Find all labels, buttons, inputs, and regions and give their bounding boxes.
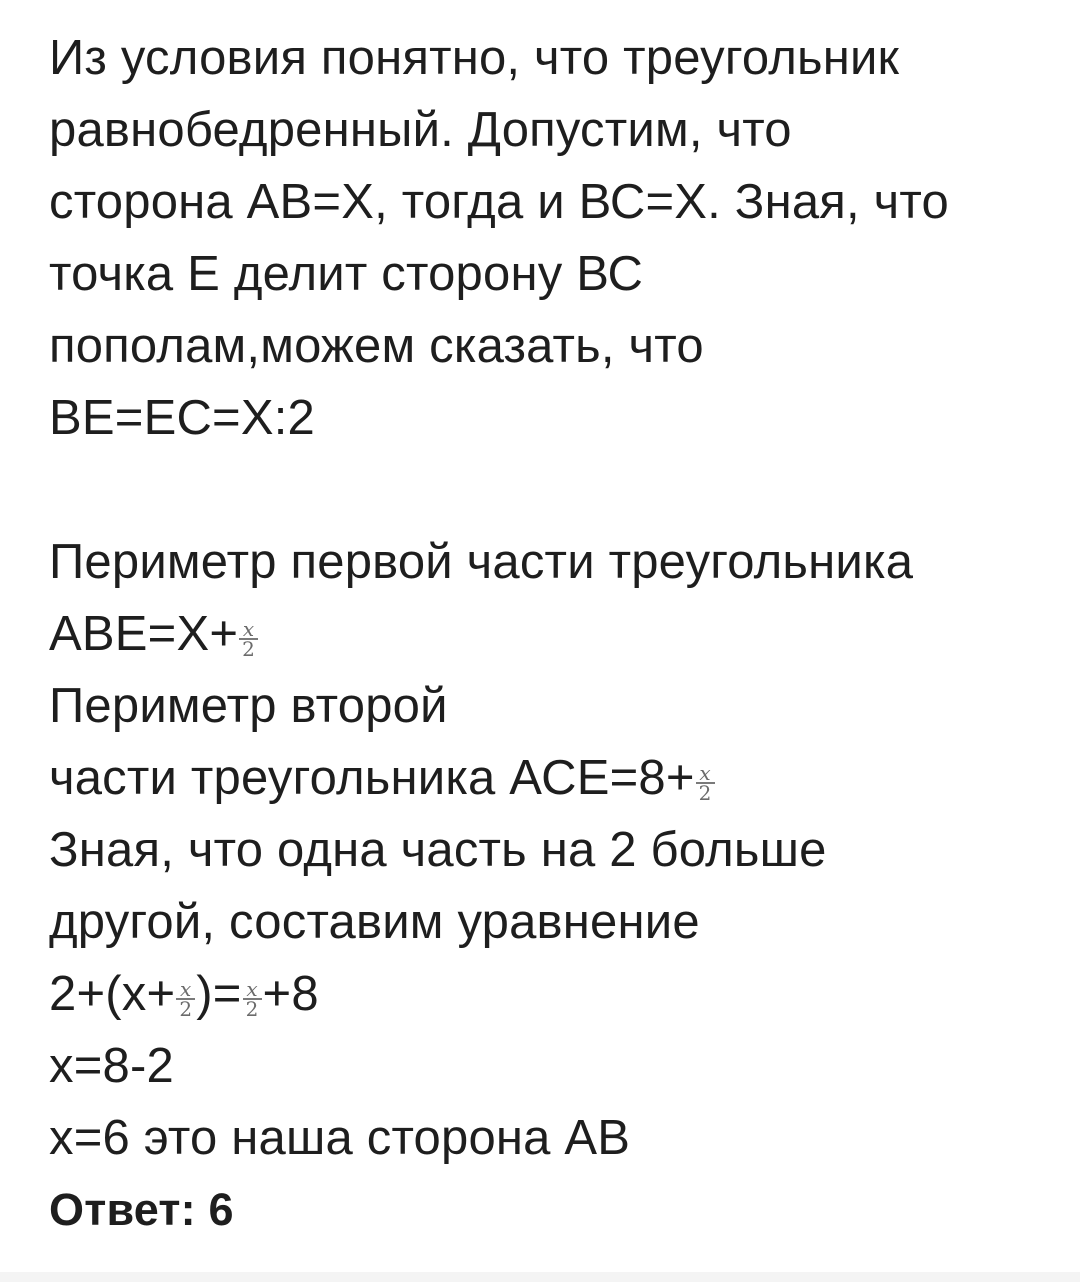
text-line: ВЕ=ЕС=Х:2 <box>49 391 316 445</box>
text-line: пополам,можем сказать, что <box>49 319 704 373</box>
paragraph-gap <box>49 454 1059 526</box>
perimeter-ace-formula <box>49 742 1059 814</box>
text-line: Зная, что одна часть на 2 больше <box>49 823 827 877</box>
text-line: Из условия понятно, что треугольник <box>49 31 900 85</box>
solution-result: x=6 это наша сторона АВ <box>49 1111 631 1165</box>
equation-part: 2+(x+ <box>49 967 176 1021</box>
equation <box>49 958 1059 1030</box>
solution-text <box>49 22 1059 1246</box>
equation-part: +8 <box>262 967 319 1021</box>
text-line: сторона АВ=Х, тогда и ВС=Х. Зная, что <box>49 175 949 229</box>
text-line: точка Е делит сторону ВС <box>49 247 644 301</box>
fraction-x-over-2: $\frac{x}{2}$ <box>243 980 262 1018</box>
fraction-x-over-2: $\frac{x}{2}$ <box>176 980 195 1018</box>
text-line: равнобедренный. Допустим, что <box>49 103 792 157</box>
perimeter-abe-formula <box>49 598 1059 670</box>
abe-prefix: АВЕ=Х+ <box>49 607 239 661</box>
ace-prefix: части треугольника АСЕ=8+ <box>49 751 695 805</box>
fraction-x-over-2: $\frac{x}{2}$ <box>239 620 258 658</box>
perimeter-first-label: Периметр первой части треугольника <box>49 535 914 589</box>
text-line: другой, составим уравнение <box>49 895 700 949</box>
answer-label: Ответ: 6 <box>49 1184 234 1235</box>
solution-step: x=8-2 <box>49 1039 174 1093</box>
equation-part: )= <box>196 967 242 1021</box>
perimeter-second-label: Периметр второй <box>49 679 448 733</box>
bottom-edge <box>0 1272 1080 1282</box>
fraction-x-over-2: $\frac{x}{2}$ <box>696 764 715 802</box>
